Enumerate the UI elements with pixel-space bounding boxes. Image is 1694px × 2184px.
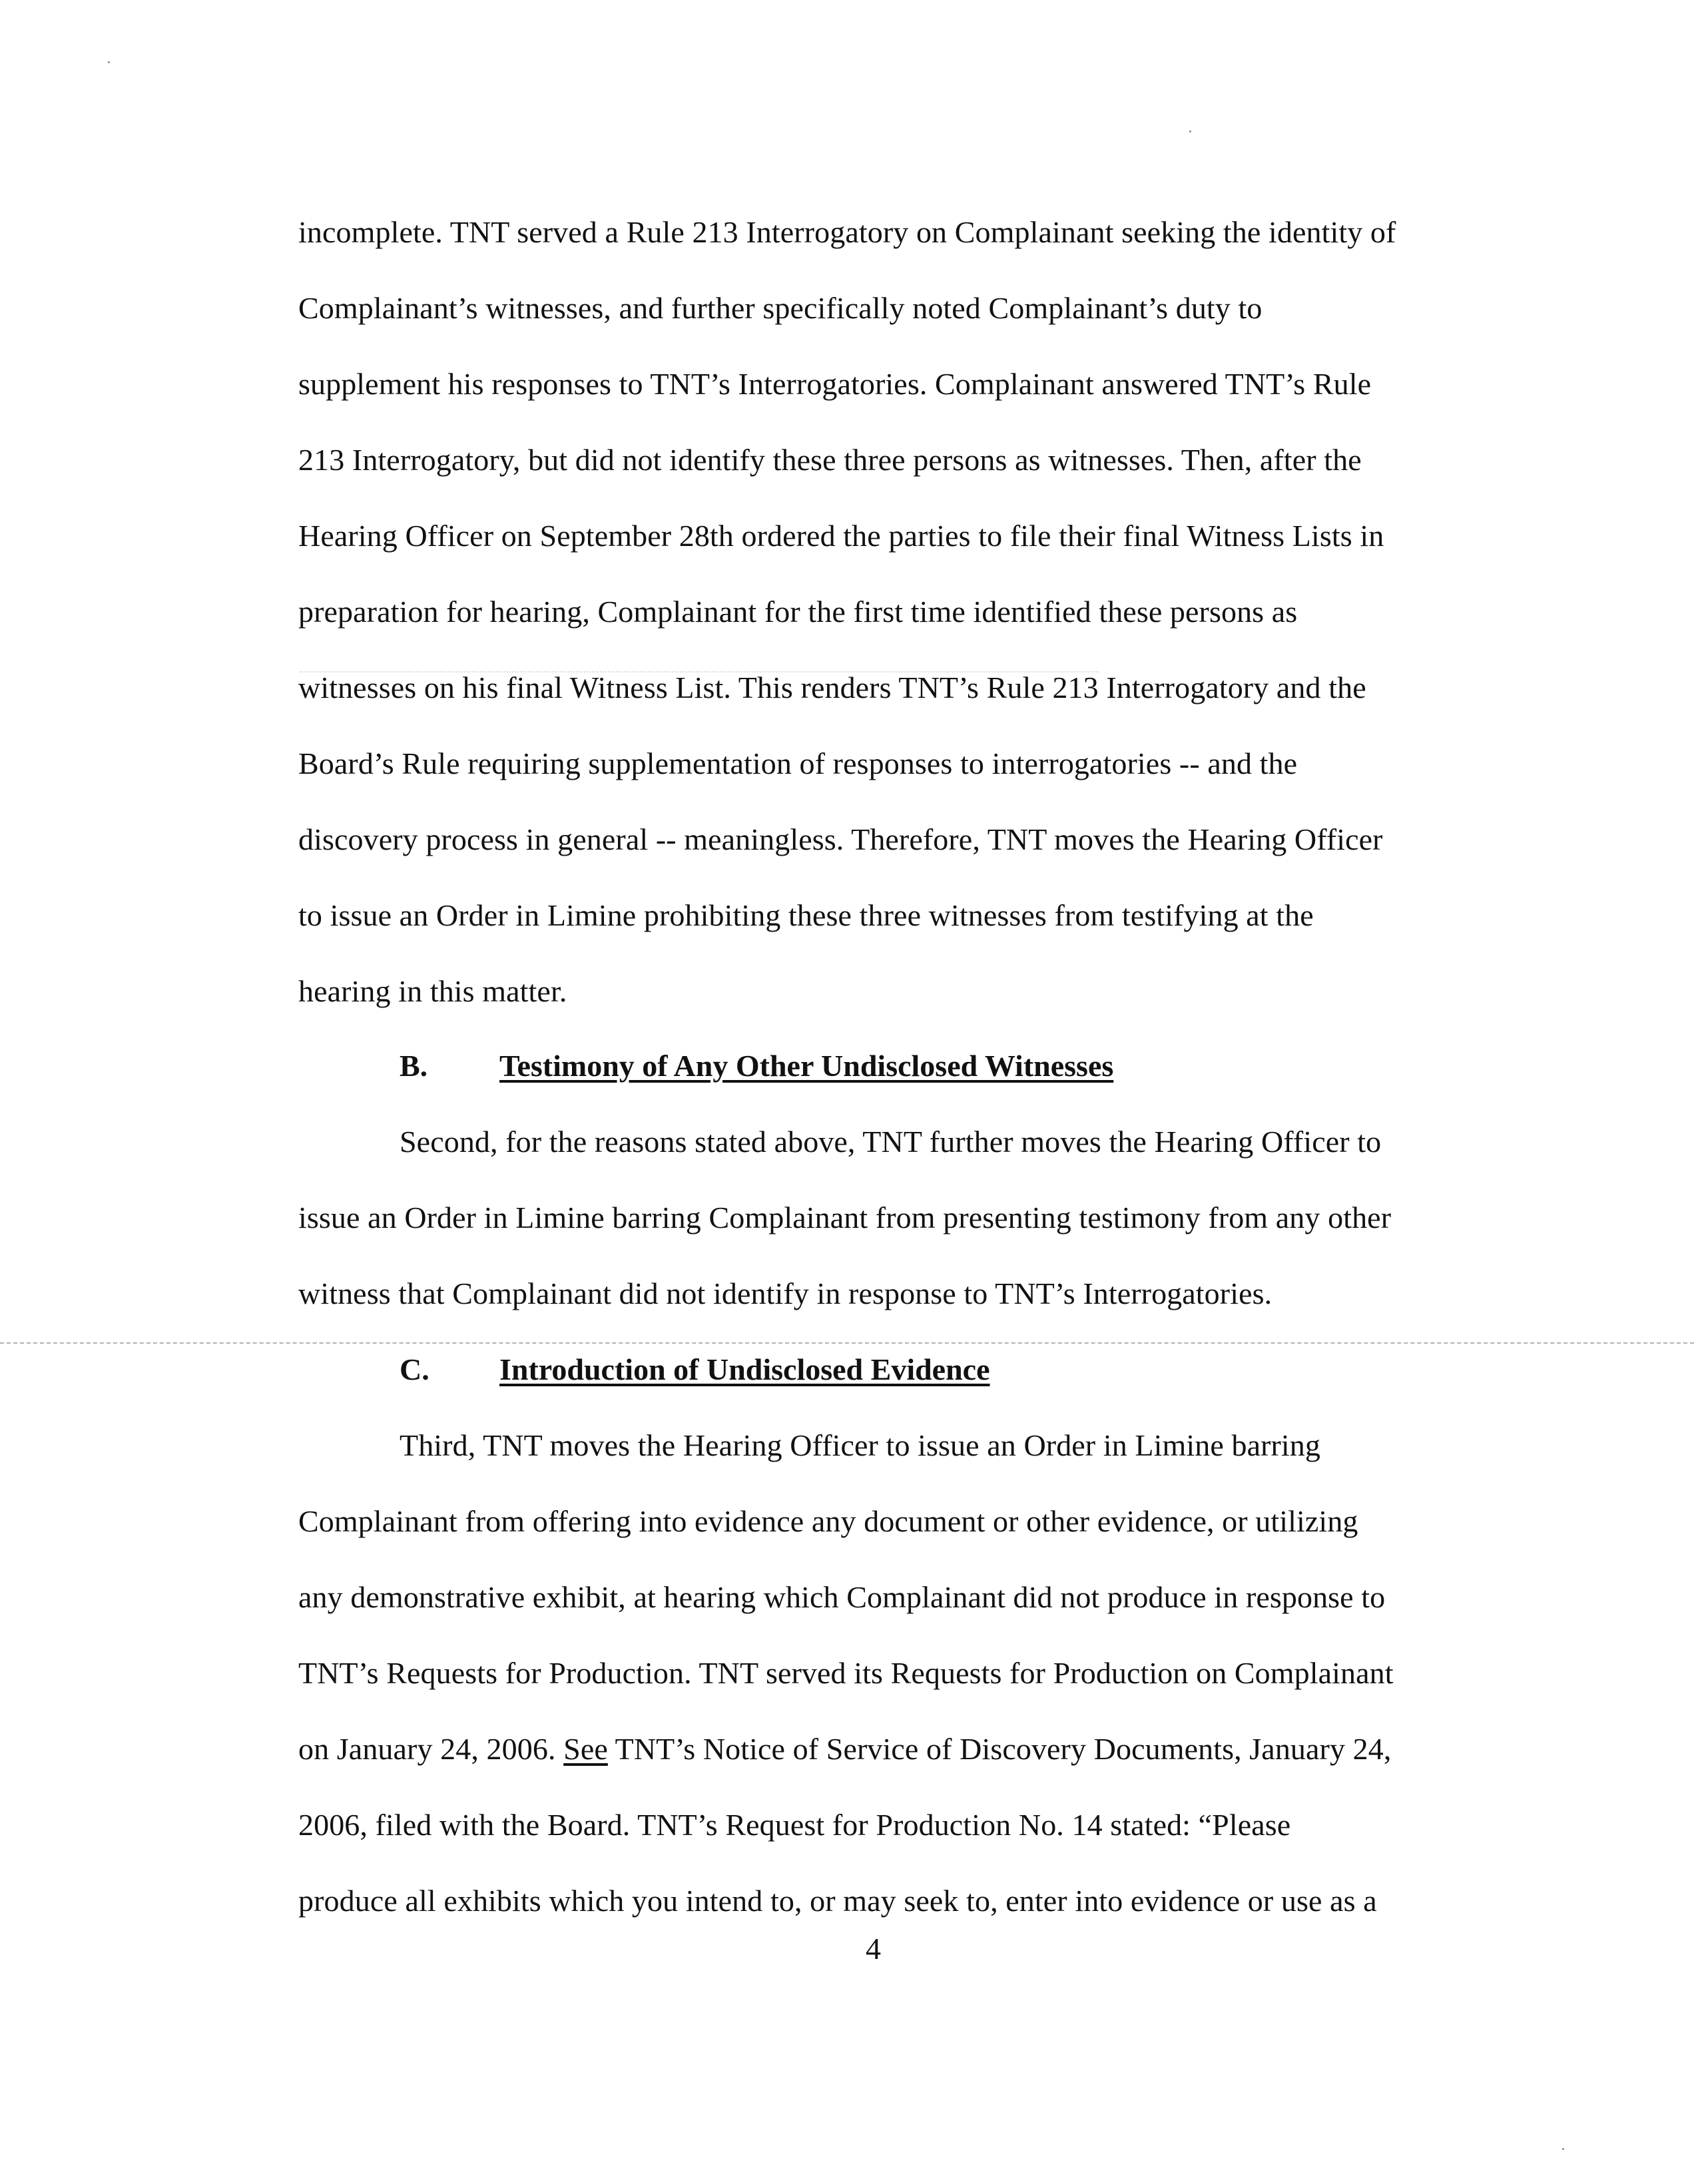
body-text-line: to issue an Order in Limine prohibiting these three witnesses from testifying at the [298, 898, 1314, 932]
body-text-line: witness that Complainant did not identify in response to TNT’s Interrogatories. [298, 1276, 1272, 1310]
body-text-line: hearing in this matter. [298, 974, 567, 1008]
scan-speck [108, 61, 110, 63]
scan-fold-line [0, 1342, 1694, 1344]
body-text-line: TNT’s Requests for Production. TNT served its Requests for Production on Complainant [298, 1656, 1394, 1690]
body-text-line: incomplete. TNT served a Rule 213 Interrogatory on Complainant seeking the identity of [298, 215, 1396, 249]
body-text-line: witnesses on his final Witness List. This renders TNT’s Rule 213 Interrogatory and the [298, 671, 1366, 704]
body-text-line: discovery process in general -- meaningless. Therefore, TNT moves the Hearing Officer [298, 822, 1383, 856]
page-number: 4 [866, 1932, 881, 1966]
section-c-letter: C. [400, 1352, 429, 1386]
body-text-line: 213 Interrogatory, but did not identify these three persons as witnesses. Then, after the [298, 443, 1362, 477]
citation-text: on January 24, 2006. [298, 1732, 564, 1766]
scan-speck [1562, 2148, 1564, 2150]
section-b-title: Testimony of Any Other Undisclosed Witnesses [499, 1049, 1114, 1083]
scan-speck [1189, 131, 1191, 133]
body-text-line: Complainant’s witnesses, and further specifically noted Complainant’s duty to [298, 291, 1263, 325]
body-text-line-with-citation [298, 1734, 1391, 1765]
body-text-line: supplement his responses to TNT’s Interrogatories. Complainant answered TNT’s Rule [298, 367, 1372, 401]
body-text-line: preparation for hearing, Complainant for the first time identified these persons as [298, 595, 1298, 629]
section-b-letter: B. [400, 1049, 428, 1083]
body-text-line: 2006, filed with the Board. TNT’s Request for Production No. 14 stated: “Please [298, 1808, 1291, 1842]
citation-text: TNT’s Notice of Service of Discovery Documents, January 24, [607, 1732, 1392, 1766]
body-text-line: issue an Order in Limine barring Complainant from presenting testimony from any other [298, 1201, 1392, 1234]
body-text-line: Second, for the reasons stated above, TNT further moves the Hearing Officer to [400, 1125, 1382, 1159]
body-text-line: produce all exhibits which you intend to, or may seek to, enter into evidence or use as a [298, 1884, 1377, 1918]
body-text-line: any demonstrative exhibit, at hearing which Complainant did not produce in response to [298, 1580, 1386, 1614]
body-text-line: Third, TNT moves the Hearing Officer to issue an Order in Limine barring [400, 1428, 1320, 1462]
body-text-line: Complainant from offering into evidence any document or other evidence, or utilizing [298, 1504, 1358, 1538]
body-text-line: Board’s Rule requiring supplementation of responses to interrogatories -- and the [298, 746, 1298, 780]
see-signal: See [563, 1732, 608, 1766]
section-c-title: Introduction of Undisclosed Evidence [499, 1352, 990, 1386]
body-text-line: Hearing Officer on September 28th ordered the parties to file their final Witness Lists in [298, 519, 1384, 553]
